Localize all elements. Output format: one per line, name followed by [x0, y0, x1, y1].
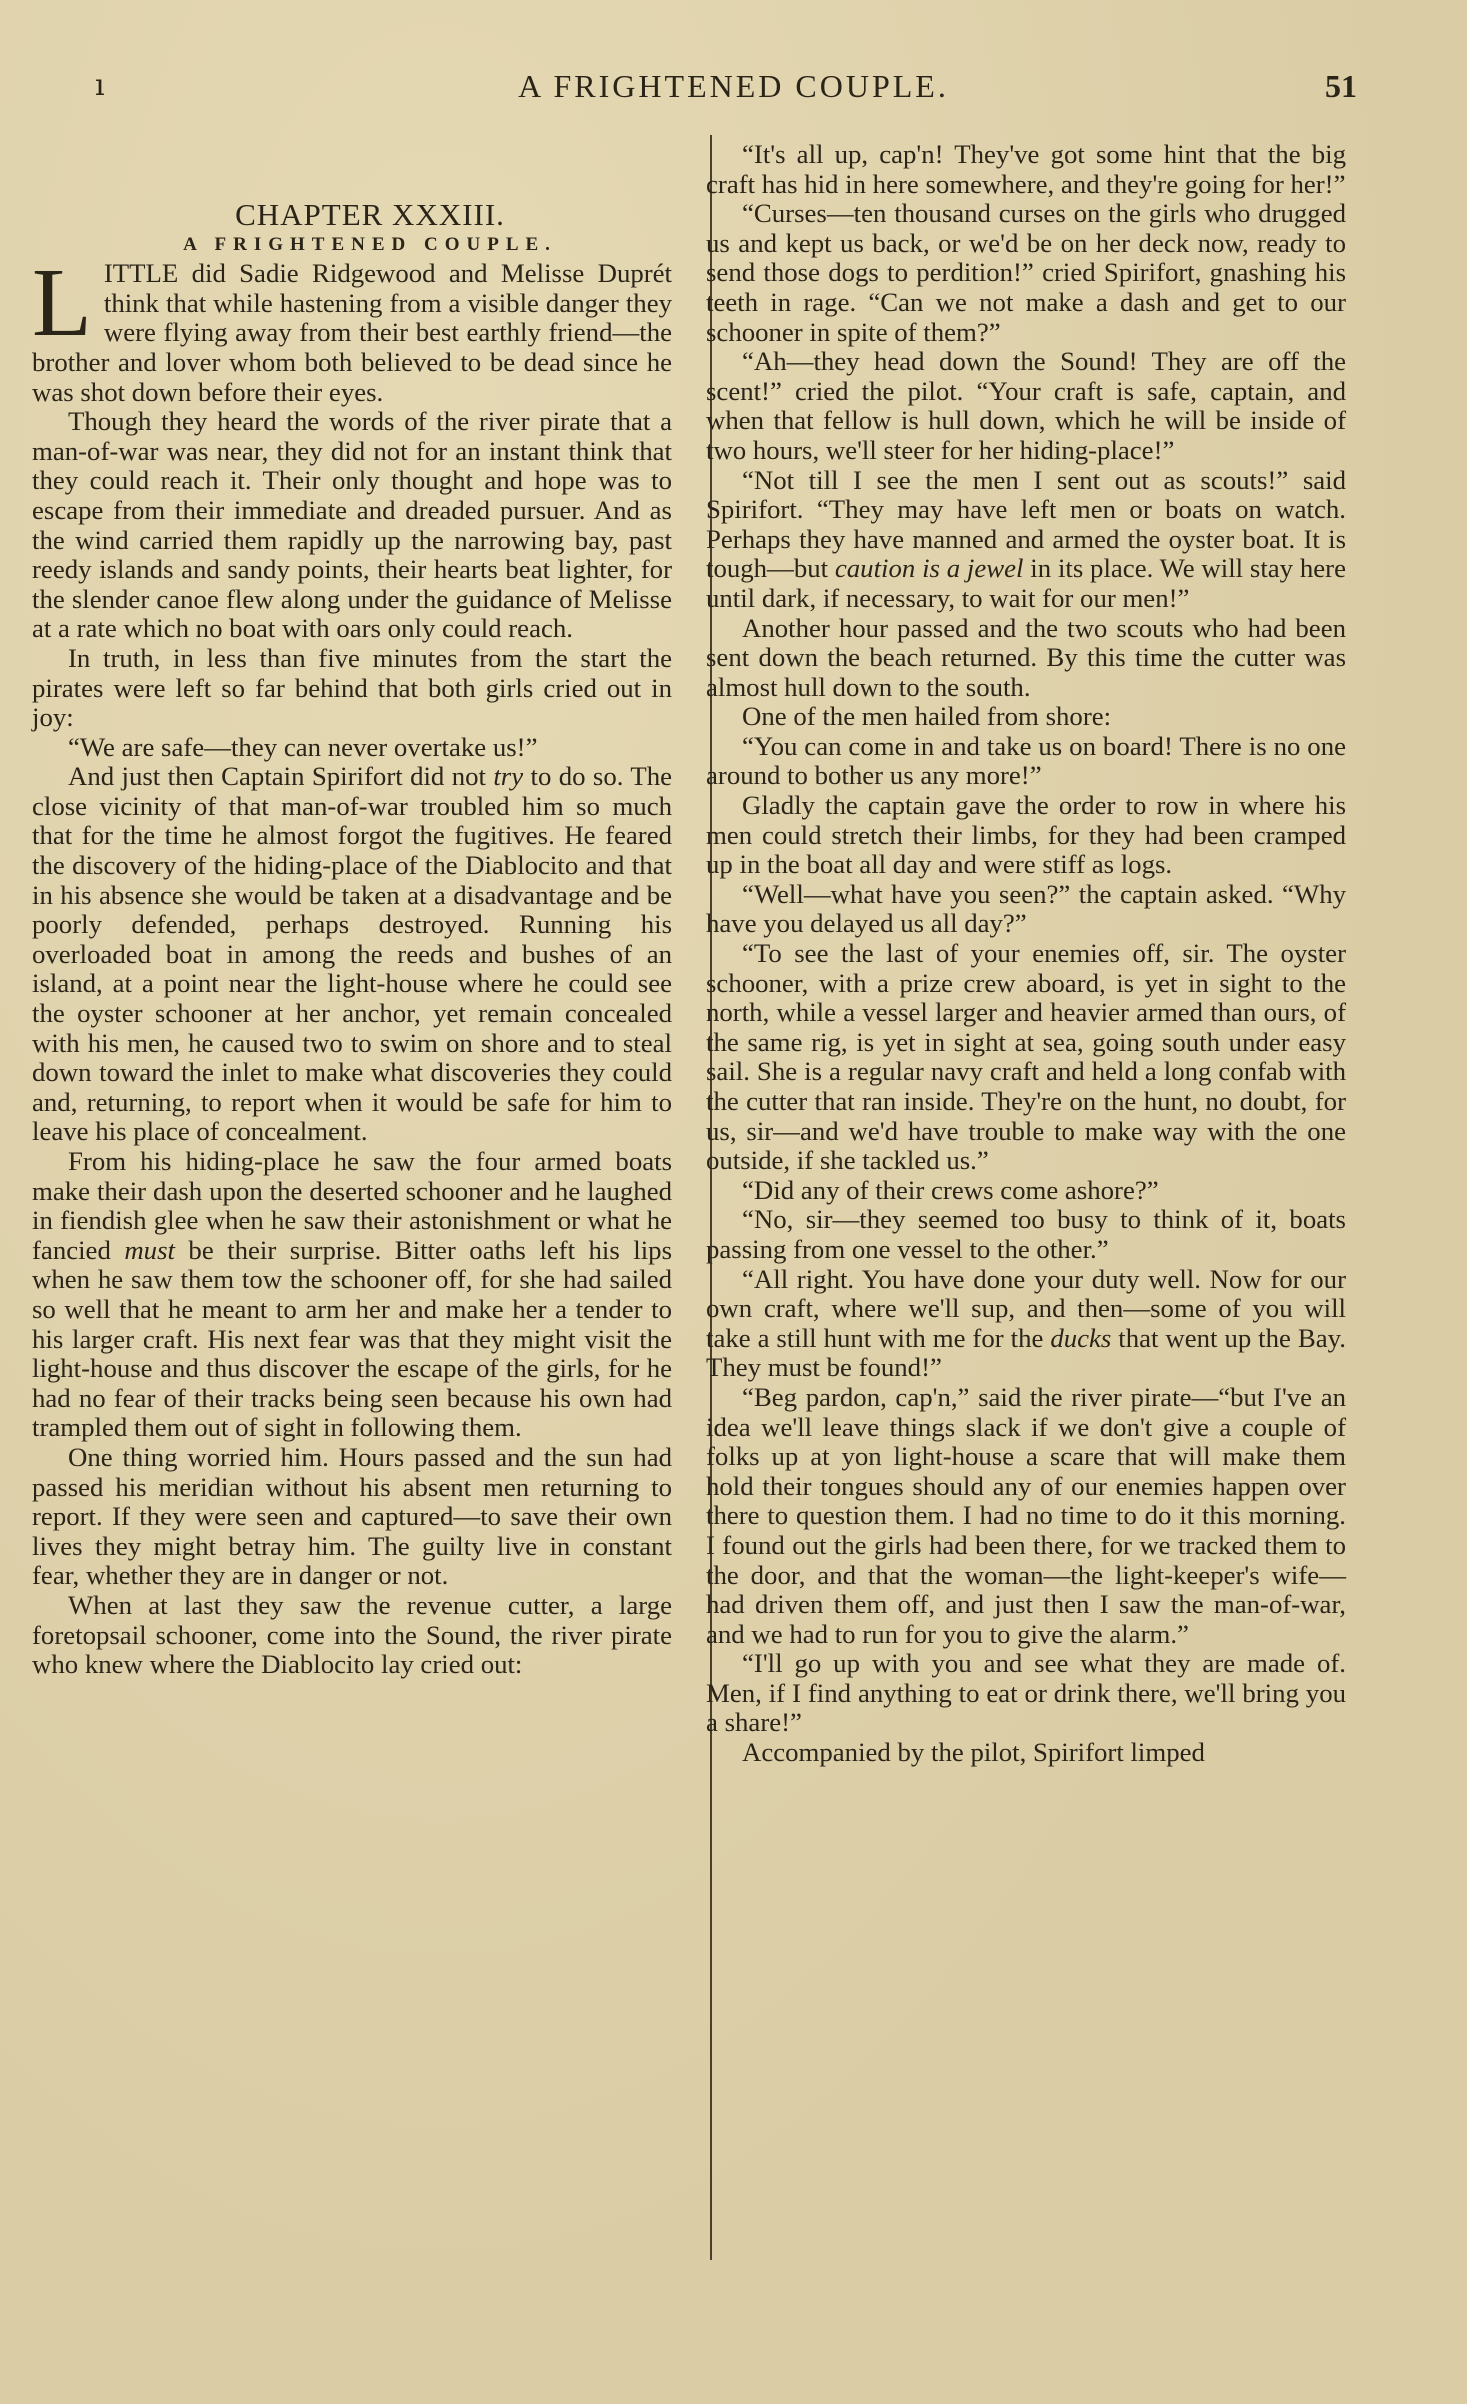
paragraph: “Did any of their crews come ashore?”: [742, 1174, 1159, 1205]
paragraph-text: “Not till I see the men I sent out as scouts!” said Spirifort. “They may have left men or boats on watch. Perhaps they have manned and armed the oyster boat. It is tough—but: [706, 464, 1346, 584]
paragraph: “To see the last of your enemies off, sir. The oyster schooner, with a prize crew aboard, is yet in sight to the north, while a vessel larger and heavier armed than ours, of the same rig, is yet in sight at sea, going south under easy sail. She is a regular navy craft and held a long confab with the cutter that ran inside. They're on the hunt, no doubt, for us, sir—and we'd have trouble to make way with the one outside, if she tackled us.”: [706, 938, 1346, 1176]
paragraph: “I'll go up with you and see what they are made of. Men, if I find anything to eat or drink there, we'll bring you a share!”: [706, 1648, 1346, 1738]
paragraph: Accompanied by the pilot, Spirifort limped: [742, 1737, 1205, 1768]
paragraph: “Well—what have you seen?” the captain asked. “Why have you delayed us all day?”: [706, 878, 1346, 939]
paragraph: [706, 1265, 1346, 1383]
paragraph: Though they heard the words of the river pirate that a man-of-war was near, they did not for an instant think that they could reach it. Their only thought and hope was to escape from their immediate and dreaded pursuer. And as the wind carried them rapidly up the narrowing bay, past reedy islands and sandy points, their hearts beat lighter, for the slender canoe flew along under the guidance of Melisse at a rate which no boat with oars only could reach.: [32, 406, 672, 644]
paragraph-text: to do so. The close vicinity of that man-of-war troubled him so much that for the time he almost forgot the fugitives. He feared the discovery of the hiding-place of the Diablocito and that in his absence she would be taken at a disadvantage and be poorly defended, perhaps destroyed. Running his overloaded boat in among the reeds and bushes of an island, at a point near the light-house where he could see the oyster schooner at her anchor, yet remain concealed with his men, he caused two to swim on shore and to steal down toward the inlet to make what discoveries they could and, returning, to report when it would be safe for him to leave his place of concealment.: [32, 761, 672, 1147]
paragraph-text: “All right. You have done your duty well. Now for our own craft, where we'll sup, and then—some of you will take a still hunt with me for the: [706, 1263, 1346, 1353]
paragraph: Gladly the captain gave the order to row in where his men could stretch their limbs, for they had been cramped up in the boat all day and were stiff as logs.: [706, 790, 1346, 880]
paragraph: “Ah—they head down the Sound! They are off the scent!” cried the pilot. “Your craft is safe, captain, and when that fellow is hull down, which he will be inside of two hours, we'll steer for her hiding-place!”: [706, 346, 1346, 465]
paragraph-text: that went up the Bay. They must be found!”: [706, 1322, 1346, 1383]
paragraph: [706, 466, 1346, 614]
paragraph-text: From his hiding-place he saw the four armed boats make their dash upon the deserted schooner and he laughed in fiendish glee when he saw their astonishment or what he fancied: [32, 1146, 672, 1265]
drop-cap: L: [32, 249, 92, 358]
running-header: [0, 68, 1467, 128]
paragraph-text: ITTLE did Sadie Ridgewood and Melisse Duprét think that while hastening from a visible danger they were flying away from their best earthly friend—the brother and lover whom both believed to be dead since he was shot down before their eyes.: [32, 258, 672, 407]
emphasis: try: [493, 761, 524, 792]
paragraph: “Beg pardon, cap'n,” said the river pirate—“but I've an idea we'll leave things slack if we don't give a couple of folks up at yon light-house a scare that will make them hold their tongues should any of our enemies happen over there to question them. I had no time to do it this morning. I found out the girls had been there, for we tracked them to the door, and that the woman—the light-keeper's wife—had driven them off, and just then I saw the man-of-war, and we had to run for you to give the alarm.”: [706, 1381, 1346, 1649]
margin-tick: ı: [95, 68, 105, 103]
paragraph: One thing worried him. Hours passed and the sun had passed his meridian without his absent men returning to report. If they were seen and captured—to save their own lives they might betray him. The guilty live in constant fear, whether they are in danger or not.: [32, 1441, 672, 1591]
paragraph: When at last they saw the revenue cutter, a large foretopsail schooner, come into the Sound, the river pirate who knew where the Diablocito lay cried out:: [32, 1589, 672, 1680]
paragraph: “It's all up, cap'n! They've got some hint that the big craft has hid in here somewhere, and they're going for her!”: [706, 139, 1346, 199]
paragraph: “No, sir—they seemed too busy to think of it, boats passing from one vessel to the other.”: [706, 1204, 1346, 1264]
paragraph: [32, 249, 672, 407]
paragraph: One of the men hailed from shore:: [742, 701, 1112, 732]
right-column: [706, 140, 1346, 1768]
paragraph: “We are safe—they can never overtake us!”: [68, 731, 538, 762]
paragraph: “Curses—ten thousand curses on the girls who drugged us and kept us back, or we'd be on her deck now, ready to send those dogs to perdition!” cried Spirifort, gnashing his teeth in rage. “Can we not make a dash and get to our schooner in spite of them?”: [706, 198, 1346, 347]
running-title: A FRIGHTENED COUPLE.: [518, 68, 949, 104]
chapter-subtitle: A FRIGHTENED COUPLE.: [183, 233, 557, 255]
paragraph: [32, 762, 672, 1147]
paragraph-text: be their surprise. Bitter oaths left his lips when he saw them tow the schooner off, for she had sailed so well that he meant to arm her and make her a tender to his larger craft. His next fear was that they might visit the light-house and thus discover the escape of the girls, for he had no fear of their tracks being seen because his own had trampled them out of sight in following them.: [32, 1234, 672, 1443]
paragraph: [32, 1147, 672, 1443]
paragraph: “You can come in and take us on board! There is no one around to bother us any more!”: [706, 730, 1346, 791]
paragraph: In truth, in less than five minutes from the start the pirates were left so far behind that both girls cried out in joy:: [32, 642, 672, 733]
emphasis: must: [124, 1234, 175, 1265]
left-column: [32, 197, 672, 1680]
page-number: 51: [1325, 68, 1357, 104]
paragraph-text: in its place. We will stay here until dark, if necessary, to wait for our men!”: [706, 553, 1346, 613]
paragraph: Another hour passed and the two scouts who had been sent down the beach returned. By this time the cutter was almost hull down to the south.: [706, 612, 1346, 702]
paragraph-text: And just then Captain Spirifort did not: [68, 761, 494, 792]
emphasis: caution is a jewel: [834, 553, 1024, 584]
chapter-heading: CHAPTER XXXIII.: [235, 197, 505, 232]
emphasis: ducks: [1050, 1322, 1112, 1353]
